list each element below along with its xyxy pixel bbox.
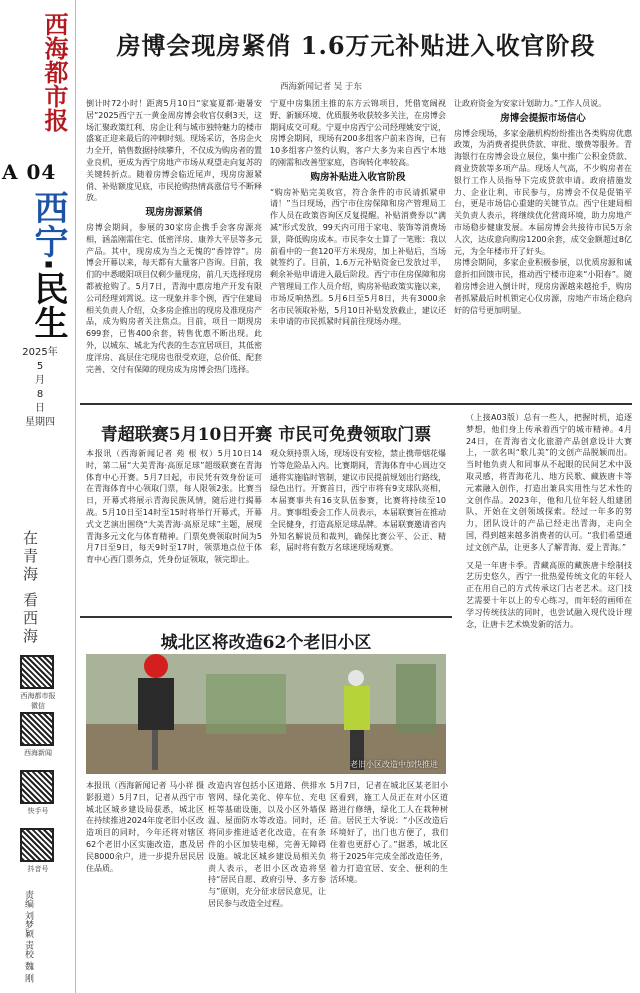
article2-paragraph: 又是一年唐卡季。青藏高原的藏族唐卡绘制技艺历史悠久，西宁一批热爱传统文化的年轻人正在用自己的方式传承这门古老艺术。这门技艺需要十年以上的专心练习，而年轻的画师在学习传统技法的同时，也尝试融入现代设计理念，让唐卡艺术焕发新的活力。 <box>466 560 632 629</box>
issue-date <box>22 346 58 430</box>
article1-paragraph: 房博会现场，多家金融机构纷纷推出各类购房优惠政策，为消费者提供贷款、审批、缴费等服务。青海银行在房博会设立展位，集中推广公积金贷款、商业贷款等多项产品。现场人气高，不少购房者在银行工作人员指导下完成贷款申请。政府措施发力、企业让利、市民参与，房博会不仅是促销平台，更是市场信心重建的关键节点。西宁住建局相关负责人表示，将继续优化营商环境，助力房地产市场稳步健康发展。本届房博会共接待市民5万余人次，达成意向购房1200余套，成交金额超过8亿元，为全年楼市开了好头。 <box>454 128 632 256</box>
worker-1 <box>138 678 174 730</box>
article3-paragraph: 改造内容包括小区道路、供排水管网、绿化美化、停车位、充电桩等基础设施，以及小区外墙保温、屋面防水等改造。同时，还将同步推进适老化改造，在有条件的小区加装电梯，完善无障碍设施。城北区城乡建设局相关负责人表示，老旧小区改造将坚持“居民自愿、政府引导、多方参与”原则，充分征求居民意见，让居民参与改造全过程。 <box>208 781 326 908</box>
article3-column-3 <box>330 780 448 988</box>
divider <box>80 616 452 618</box>
date-weekday: 星期四 <box>25 417 55 428</box>
article3-column-2 <box>208 780 326 988</box>
qr-code-douyin[interactable] <box>20 828 56 874</box>
section-title <box>6 190 68 339</box>
shrubs <box>206 674 286 734</box>
photo-caption: 老旧小区改造中加快推进 <box>350 760 438 769</box>
article1-paragraph: 让政府资金为安家计划助力。”工作人员说。 <box>454 99 607 108</box>
qr-icon <box>20 712 54 746</box>
article2-column-1 <box>86 448 262 610</box>
article2-headline[interactable]: 青超联赛5月10日开赛 市民可免费领取门票 <box>100 425 432 445</box>
article1-paragraph: 房博会期间，参展的30家房企携手会客房源亮相，涵盖刚需住宅、低密洋房、康养大平层等多元产品。其中，现房成为当之无愧的“香饽饽”。房博会开幕以来，每天都有大量客户咨询。目前，我们的中悉暖阳项目仅剩少量现房，前几天选择现房都被抢购了。5月7日，青海中惠房地产开发有限公司经理刘霄说。这一现象并非个例，西宁住建局相关负责人介绍，众多房企推出的现房及准现房产品，成为购房者关注焦点。目前，项目一期现房699套，已售400余套，转售优惠不断出现。此外，以城东、城北为代表的生态宜居项目，其低密度洋房、高层住宅现房也很受欢迎，总价低、配套完善、交付有保障的现房成为房博会热门选择。 <box>86 222 262 374</box>
article2-paragraph: （上接A03版）总有一些人，把握时机，追逐梦想，他们身上传承着西宁的城市精神。4月24日，在青海省文化旅游产品创意设计大赛上，一款名叫“歌儿美”的文创产品脱颖而出。当时他负责人和同事从不起眼的民间艺术中汲取灵感，将青海花儿、地方民歌、藏族唐卡等元素融入创作，打造出兼具实用性与艺术性的文创作品。2023年，他和几位年轻人组建团队，开始在文创领域探索。经过一年多的努力，团队设计的产品已经走出青海，走向全国，得到越来越多消费者的认可。“我们希望通过文创产品，让更多人了解青海、爱上青海。” <box>466 413 632 552</box>
qr-icon <box>20 770 54 804</box>
page-number: A 04 <box>2 160 57 184</box>
date-month-label: 月 <box>35 375 45 386</box>
qr-caption: 西海都市报微信 <box>20 692 56 710</box>
article3-paragraph: 本报讯（西海新闻记者 马小祥 摄影报道）5月7日，记者从西宁市城北区城乡建设局获悉，城北区在持续推进2024年度老旧小区改造项目的同时，今年还将对辖区62个老旧小区实施改造，惠及居民8000余户，进一步提升居民居住品质。 <box>86 781 204 873</box>
article1-column-1 <box>86 98 262 398</box>
article1-headline[interactable]: 房博会现房紧俏 1.6万元补贴进入收官阶段 <box>116 31 596 60</box>
construction-workers-illustration <box>86 654 446 774</box>
article1-subhead: 现房房源紧俏 <box>145 207 203 219</box>
article2-paragraph: 本报讯（西海新闻记者 苑 根 权）5月10日14时，第二届“大美青海·高原足球”超级联赛在青海体育中心开赛。5月7日起，市民凭有效身份证可在青海体育中心领取门票，每人限领2张。比赛当日，开幕式将展示青海民族风情，随后进行揭幕战。5月10日至14时至15时将举行开幕式，开幕式文艺演出围绕“大美青海·高原足球”主题，展现青海多元文化与体育精神。门票免费领取时间为5月7日至9日，每天9时至17时，领票地点位于体育中心西门票务点，凭身份证领取，领完即止。 <box>86 449 262 565</box>
article1-paragraph: 倒计时72小时！距离5月10日“家宴夏都·避暑安居”2025西宁五一黄金周房博会收官仅剩3天，这场汇聚政策红利、房企让利与城市独特魅力的楼市盛宴正迎来最后的冲刺时刻。现场采访，各房企火力全开，销售数据持续攀升，不仅成为购房者的置业良机，更成为西宁房地产市场从观望走向复苏的关键转折点。随着房博会临近尾声，现房房源紧俏、补贴额度见底，市民抢购热情高涨信号不断释放。 <box>86 99 262 203</box>
divider <box>80 403 632 405</box>
article2-column-2 <box>270 448 446 610</box>
qr-code-kuaishou[interactable] <box>20 770 56 816</box>
qr-caption: 抖音号 <box>27 865 49 873</box>
article1-byline: 西海新闻记者 吴 于东 <box>280 82 362 92</box>
article1-column-3 <box>454 98 632 398</box>
article1-column-2 <box>270 98 446 398</box>
article2-paragraph: 观众须持票入场，现场设有安检，禁止携带烟花爆竹等危险品入内。比赛期间，青海体育中心周边交通将实施临时管制，建议市民提前规划出行路线，绿色出行。开赛首日，西宁市将有9支球队亮相，本届赛事共有16支队伍参赛，比赛将持续至10月。赛事组委会工作人员表示，本届联赛旨在推动全民健身，打造高原足球品牌。本届联赛邀请省内外知名解说员和裁判，确保比赛公平、公正、精彩，届时将有数万名球迷现场观赛。 <box>270 449 446 553</box>
article3-paragraph: 5月7日，记者在城北区某老旧小区看到，施工人员正在对小区道路进行修缮，绿化工人在栽种树苗。居民王大爷说：“小区改造后环境好了，出门也方便了，我们住着也更舒心了。”据悉，城北区将于2025年完成全部改造任务，着力打造宜居、安全、便利的生活环境。 <box>330 781 448 885</box>
date-year: 2025年 <box>22 347 58 358</box>
hard-hat-red <box>144 654 168 678</box>
main-content <box>80 0 640 993</box>
article1-subhead: 购房补贴进入收官阶段 <box>310 171 406 183</box>
date-day: 8 <box>36 389 44 400</box>
article3-headline[interactable]: 城北区将改造62个老旧小区 <box>160 633 372 653</box>
qr-code-wechat[interactable] <box>20 655 56 711</box>
article2-column-3 <box>466 412 632 988</box>
article1-paragraph: “购房补贴完美收官，符合条件的市民请抓紧申请！”当日现场，西宁市住房保障和房产管理局工作人员在政策咨询区反复提醒。补贴消费券以“满减”形式发放，99天内可用于家电、装饰等消费场景，降低购房成本。市民李女士算了一笔账：我以前看中的一套120平方米现房，加上补贴后，当场就签约了。目前，1.6万元补贴资金已发放过半，剩余补贴申请进入最后阶段。西宁市住房保障和房产管理局工作人员介绍，购房补贴政策实施以来，市场反响热烈。5月6日至5月8日，共有3000余名市民领取补贴，5月10日补贴发放截止，建议还未申请的市民抓紧时间前往现场办理。 <box>270 187 446 327</box>
date-day-label: 日 <box>35 403 45 414</box>
article3-column-1 <box>86 780 204 988</box>
qr-code-news[interactable] <box>20 712 56 758</box>
article1-subhead: 房博会提振市场信心 <box>500 112 586 124</box>
hard-hat-white <box>348 670 364 686</box>
section-name: 西宁 <box>28 190 68 258</box>
qr-caption: 西海新闻 <box>24 749 52 757</box>
shrubs <box>396 664 436 734</box>
editor-credits: 责编 刘梦颖 责校 魏 刚 <box>23 890 33 983</box>
section-sub: ·民生 <box>28 258 68 339</box>
qr-icon <box>20 655 54 689</box>
sidebar <box>0 0 76 993</box>
newspaper-logo: 西海都市报 <box>40 12 69 132</box>
date-month: 5 <box>36 361 44 372</box>
article1-paragraph: 房博会期间，多家企业积极参展，以优质房源和诚意折扣回馈市民，推动西宁楼市迎来“小阳春”。随着房博会进入倒计时，现房房源越来越抢手，购房者抓紧最后时机锁定心仪房源，房地产市场企稳向好的信号更加明显。 <box>454 258 632 315</box>
qr-caption: 快手号 <box>27 807 49 815</box>
worker-2-vest <box>344 686 370 730</box>
article1-paragraph: 宁夏中房集团主推的东方云锦项目，凭借宽阔视野、新颖环境、优质服务收获较多关注，在房博会期间成交可观。宁夏中房西宁公司经理姚安宁说，房博会期间，现场有200多组客户前来咨询，已有10多组客户签约认购，客户大多为来自西宁本地的刚需和改善型家庭，咨询转化率较高。 <box>270 99 446 167</box>
qr-icon <box>20 828 54 862</box>
slogan: 在青海 看西海 <box>21 530 39 646</box>
article3-photo <box>86 654 446 774</box>
